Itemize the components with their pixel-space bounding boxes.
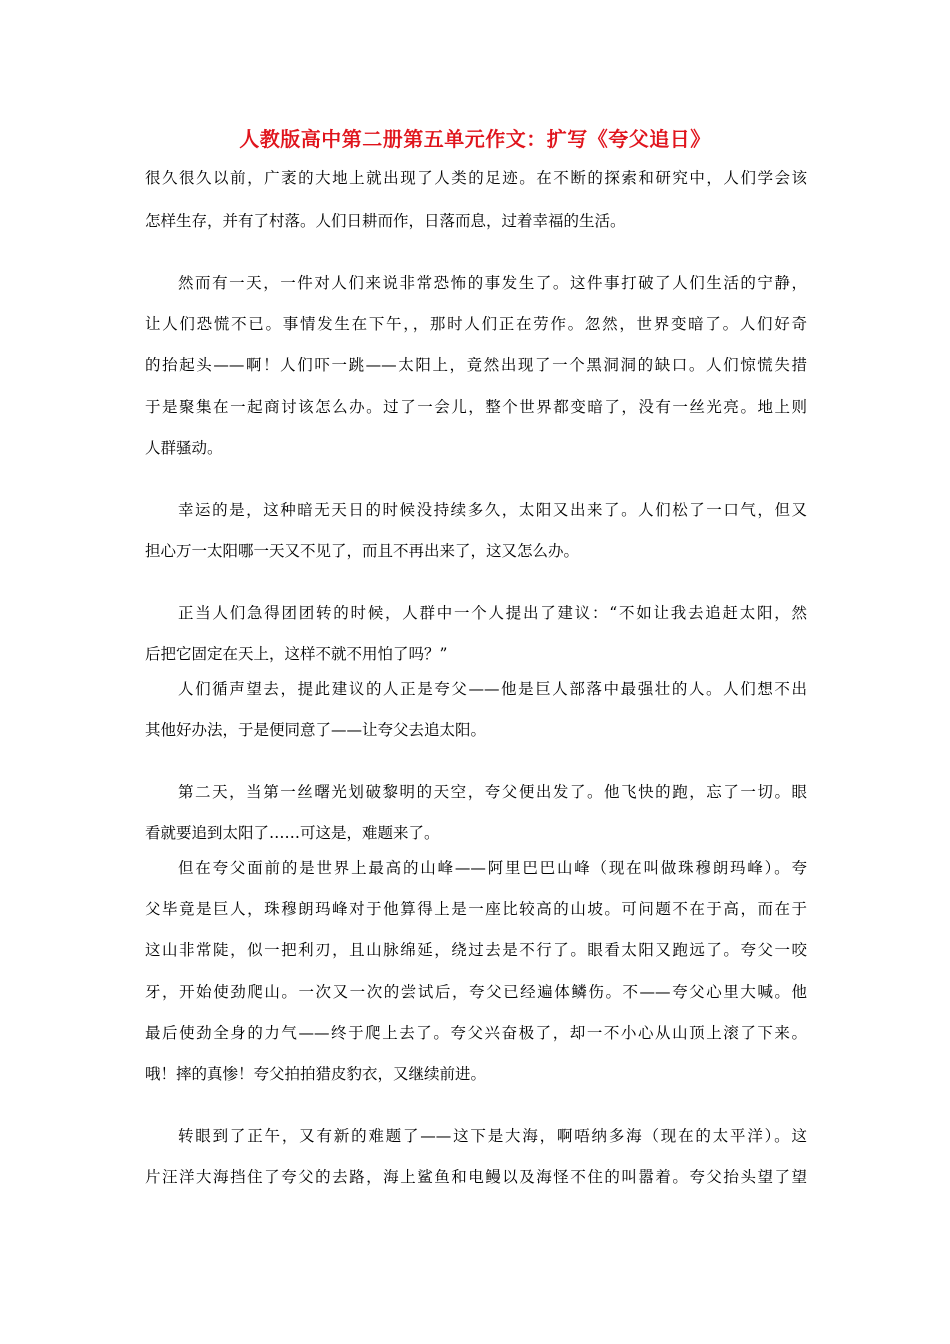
text-line: 的抬起头——啊！人们吓一跳——太阳上，竟然出现了一个黑洞洞的缺口。人们惊慌失措 (145, 356, 807, 374)
text-line: 牙，开始使劲爬山。一次又一次的尝试后，夸父已经遍体鳞伤。不——夸父心里大喊。他 (145, 983, 807, 1001)
text-line: 很久很久以前，广袤的大地上就出现了人类的足迹。在不断的探索和研究中，人们学会该 (145, 169, 807, 187)
text-line: 这山非常陡，似一把利刃，且山脉绵延，绕过去是不行了。眼看太阳又跑远了。夸父一咬 (145, 941, 807, 959)
text-line: 片汪洋大海挡住了夸父的去路，海上鲨鱼和电鳗以及海怪不住的叫嚣着。夸父抬头望了望 (145, 1168, 807, 1186)
text-line: 但在夸父面前的是世界上最高的山峰——阿里巴巴山峰（现在叫做珠穆朗玛峰）。夸 (178, 859, 807, 877)
text-line: 哦！摔的真惨！夸父拍拍猎皮豹衣，又继续前进。 (145, 1065, 487, 1083)
text-line: 其他好办法，于是便同意了——让夸父去追太阳。 (145, 721, 487, 739)
text-line: 最后使劲全身的力气——终于爬上去了。夸父兴奋极了，却一不小心从山顶上滚了下来。 (145, 1024, 807, 1042)
text-line: 然而有一天，一件对人们来说非常恐怖的事发生了。这件事打破了人们生活的宁静， (178, 274, 807, 292)
text-line: 转眼到了正午，又有新的难题了——这下是大海，啊唔纳多海（现在的太平洋）。这 (178, 1127, 807, 1145)
text-line: 幸运的是，这种暗无天日的时候没持续多久，太阳又出来了。人们松了一口气，但又 (178, 501, 807, 519)
text-line: 正当人们急得团团转的时候，人群中一个人提出了建议：“不如让我去追赶太阳，然 (178, 604, 807, 622)
text-line: 看就要追到太阳了……可这是，难题来了。 (145, 824, 440, 842)
text-line: 让人们恐慌不已。事情发生在下午，，那时人们正在劳作。忽然，世界变暗了。人们好奇 (145, 315, 807, 333)
text-line: 人群骚动。 (145, 439, 223, 457)
text-line: 担心万一太阳哪一天又不见了，而且不再出来了，这又怎么办。 (145, 542, 580, 560)
text-line: 父毕竟是巨人，珠穆朗玛峰对于他算得上是一座比较高的山坡。可问题不在于高，而在于 (145, 900, 807, 918)
document-title: 人教版高中第二册第五单元作文：扩写《夸父追日》 (239, 127, 711, 151)
text-line: 怎样生存，并有了村落。人们日耕而作，日落而息，过着幸福的生活。 (145, 212, 626, 230)
text-line: 于是聚集在一起商讨该怎么办。过了一会儿，整个世界都变暗了，没有一丝光亮。地上则 (145, 398, 807, 416)
text-line: 第二天，当第一丝曙光划破黎明的天空，夸父便出发了。他飞快的跑，忘了一切。眼 (178, 783, 807, 801)
text-line: 后把它固定在天上，这样不就不用怕了吗？” (145, 645, 448, 663)
text-line: 人们循声望去，提此建议的人正是夸父——他是巨人部落中最强壮的人。人们想不出 (178, 680, 807, 698)
